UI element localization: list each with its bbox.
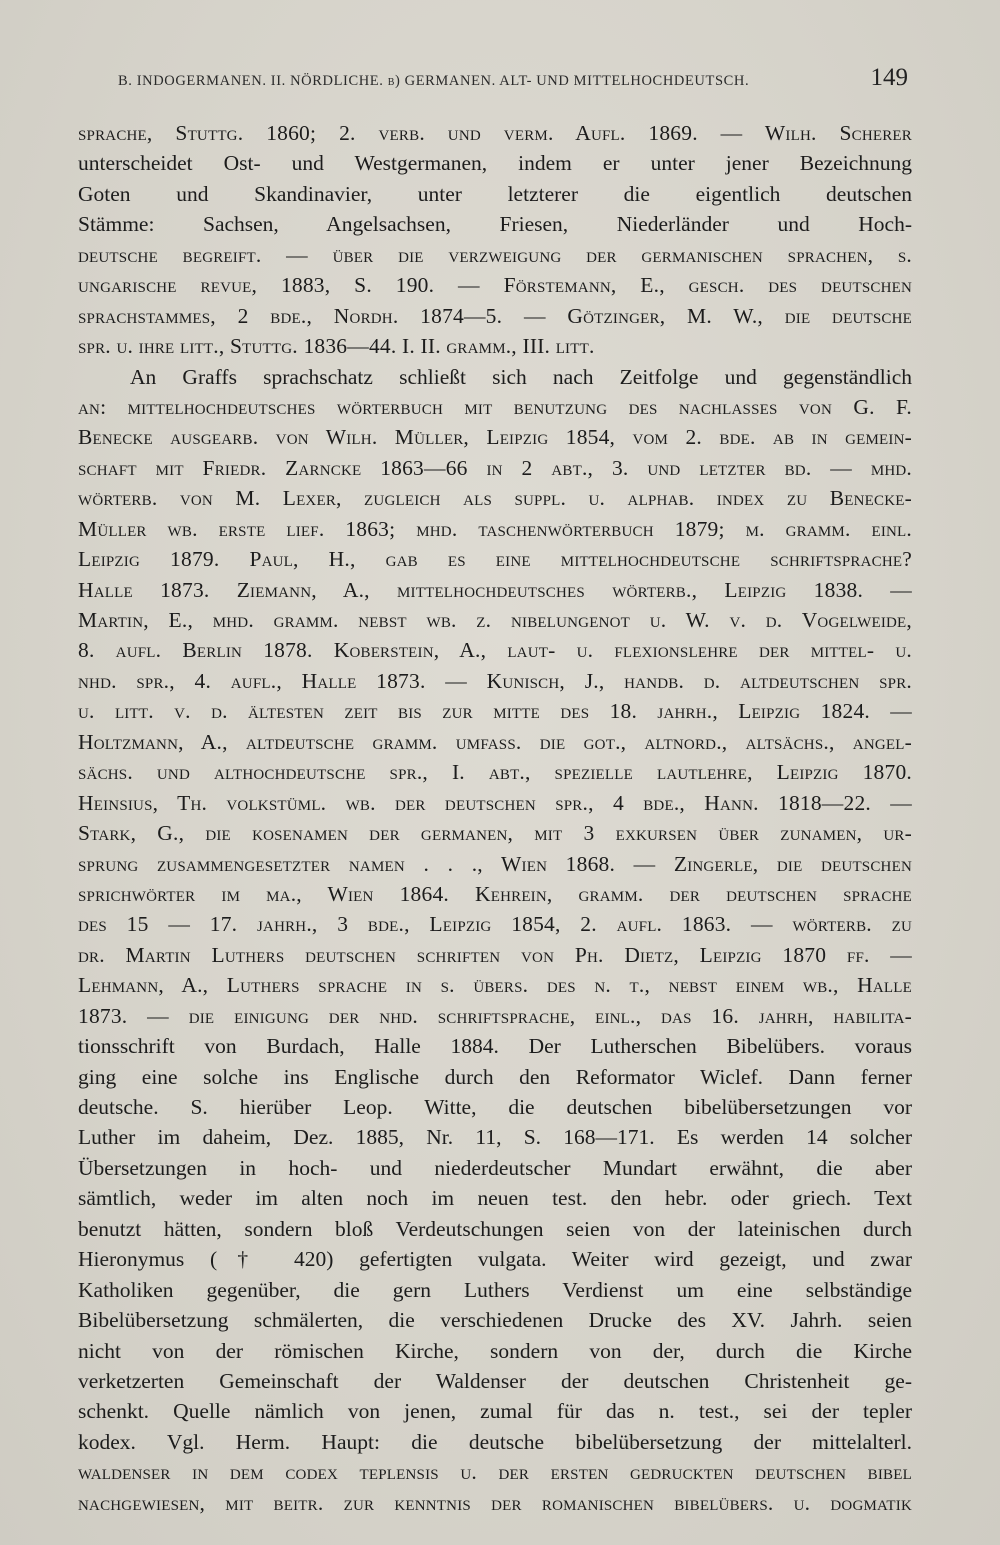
text-line: Leipzig 1879. Paul, H., gab es eine mittelhochdeutsche schriftsprache?	[78, 547, 912, 572]
text-line: verketzerten Gemeinschaft der Waldenser der deutschen Christenheit ge-	[78, 1368, 912, 1393]
text-line: Goten und Skandinavier, unter letzterer die eigentlich deutschen	[78, 181, 912, 206]
text-line: sächs. und althochdeutsche spr., I. abt., spezielle lautlehre, Leipzig 1870.	[78, 760, 912, 785]
text-line: 8. aufl. Berlin 1878. Koberstein, A., laut- u. flexionslehre der mittel- u.	[78, 638, 912, 663]
text-line: Stark, G., die kosenamen der germanen, mit 3 exkursen über zunamen, ur-	[78, 821, 912, 846]
text-line: Holtzmann, A., altdeutsche gramm. umfass. die got., altnord., altsächs., angel-	[78, 729, 912, 754]
text-line: sämtlich, weder im alten noch im neuen test. den hebr. oder griech. Text	[78, 1186, 912, 1211]
text-line: ging eine solche ins Englische durch den Reformator Wiclef. Dann ferner	[78, 1064, 912, 1089]
text-line: nicht von der römischen Kirche, sondern von der, durch die Kirche	[78, 1338, 912, 1363]
text-line: u. litt. v. d. ältesten zeit bis zur mitte des 18. jahrh., Leipzig 1824. —	[78, 699, 912, 724]
text-line: Benecke ausgearb. von Wilh. Müller, Leipzig 1854, vom 2. bde. ab in gemein-	[78, 425, 912, 450]
text-line: Martin, E., mhd. gramm. nebst wb. z. nibelungenot u. W. v. d. Vogelweide,	[78, 608, 912, 632]
text-line: kodex. Vgl. Herm. Haupt: die deutsche bibelübersetzung der mittelalterl.	[78, 1429, 912, 1454]
text-line: Übersetzungen in hoch- und niederdeutscher Mundart erwähnt, die aber	[78, 1155, 912, 1180]
text-line: sprichwörter im ma., Wien 1864. Kehrein, gramm. der deutschen sprache	[78, 881, 912, 906]
text-line: schaft mit Friedr. Zarncke 1863—66 in 2 abt., 3. und letzter bd. — mhd.	[78, 455, 912, 480]
text-line: Stämme: Sachsen, Angelsachsen, Friesen, Niederländer und Hoch-	[78, 212, 912, 237]
text-line: an: mittelhochdeutsches wörterbuch mit benutzung des nachlasses von G. F.	[78, 394, 912, 419]
text-line: ungarische revue, 1883, S. 190. — Förstemann, E., gesch. des deutschen	[78, 273, 912, 298]
text-line: Lehmann, A., Luthers sprache in s. übers. des n. t., nebst einem wb., Halle	[78, 973, 912, 998]
text-line: An Graffs sprachschatz schließt sich nach Zeitfolge und gegenständlich	[130, 364, 912, 389]
text-line: Bibelübersetzung schmälerten, die verschiedenen Drucke des XV. Jahrh. seien	[78, 1308, 912, 1333]
text-line: Hieronymus († 420) gefertigten vulgata. Weiter wird gezeigt, und zwar	[78, 1247, 912, 1272]
running-header	[118, 64, 908, 104]
text-line: deutsche begreift. — über die verzweigung der germanischen sprachen, s.	[78, 242, 912, 267]
page-number: 149	[870, 64, 908, 91]
text-line: wörterb. von M. Lexer, zugleich als suppl. u. alphab. index zu Benecke-	[78, 486, 912, 511]
text-line: spr. u. ihre litt., Stuttg. 1836—44. I. II. gramm., III. litt.	[78, 334, 595, 359]
text-line: benutzt hätten, sondern bloß Verdeutschungen seien von der lateinischen durch	[78, 1216, 912, 1241]
text-line: des 15 — 17. jahrh., 3 bde., Leipzig 1854, 2. aufl. 1863. — wörterb. zu	[78, 912, 912, 937]
text-line: dr. Martin Luthers deutschen schriften von Ph. Dietz, Leipzig 1870 ff. —	[78, 942, 912, 967]
text-line: schenkt. Quelle nämlich von jenen, zumal für das n. test., sei der tepler	[78, 1399, 912, 1424]
text-line: tionsschrift von Burdach, Halle 1884. Der Lutherschen Bibelübers. voraus	[78, 1034, 912, 1059]
text-line: waldenser in dem codex teplensis u. der ersten gedruckten deutschen bibel	[78, 1460, 912, 1485]
text-line: Heinsius, Th. volkstüml. wb. der deutschen spr., 4 bde., Hann. 1818—22. —	[78, 790, 912, 815]
text-line: sprache, Stuttg. 1860; 2. verb. und verm. Aufl. 1869. — Wilh. Scherer	[78, 121, 912, 145]
running-title: B. INDOGERMANEN. II. NÖRDLICHE. b) GERMANEN. ALT- UND MITTELHOCHDEUTSCH.	[118, 73, 750, 89]
text-line: Müller wb. erste lief. 1863; mhd. taschenwörterbuch 1879; m. gramm. einl.	[78, 516, 912, 541]
text-line: Katholiken gegenüber, die gern Luthers Verdienst um eine selbständige	[78, 1277, 912, 1302]
text-line: sprung zusammengesetzter namen . . ., Wien 1868. — Zingerle, die deutschen	[78, 851, 912, 876]
body-text	[78, 118, 912, 1518]
text-line: deutsche. S. hierüber Leop. Witte, die deutschen bibelübersetzungen vor	[78, 1095, 912, 1119]
text-line: Halle 1873. Ziemann, A., mittelhochdeutsches wörterb., Leipzig 1838. —	[78, 577, 912, 602]
text-line: Luther im daheim, Dez. 1885, Nr. 11, S. 168—171. Es werden 14 solcher	[78, 1125, 912, 1150]
text-line: unterscheidet Ost- und Westgermanen, indem er unter jener Bezeichnung	[78, 151, 912, 176]
text-line: nhd. spr., 4. aufl., Halle 1873. — Kunisch, J., handb. d. altdeutschen spr.	[78, 668, 912, 693]
text-line: sprachstammes, 2 bde., Nordh. 1874—5. — Götzinger, M. W., die deutsche	[78, 303, 912, 328]
text-line: 1873. — die einigung der nhd. schriftsprache, einl., das 16. jahrh, habilita-	[78, 1003, 912, 1028]
text-line: nachgewiesen, mit beitr. zur kenntnis der romanischen bibelübers. u. dogmatik	[78, 1490, 912, 1515]
